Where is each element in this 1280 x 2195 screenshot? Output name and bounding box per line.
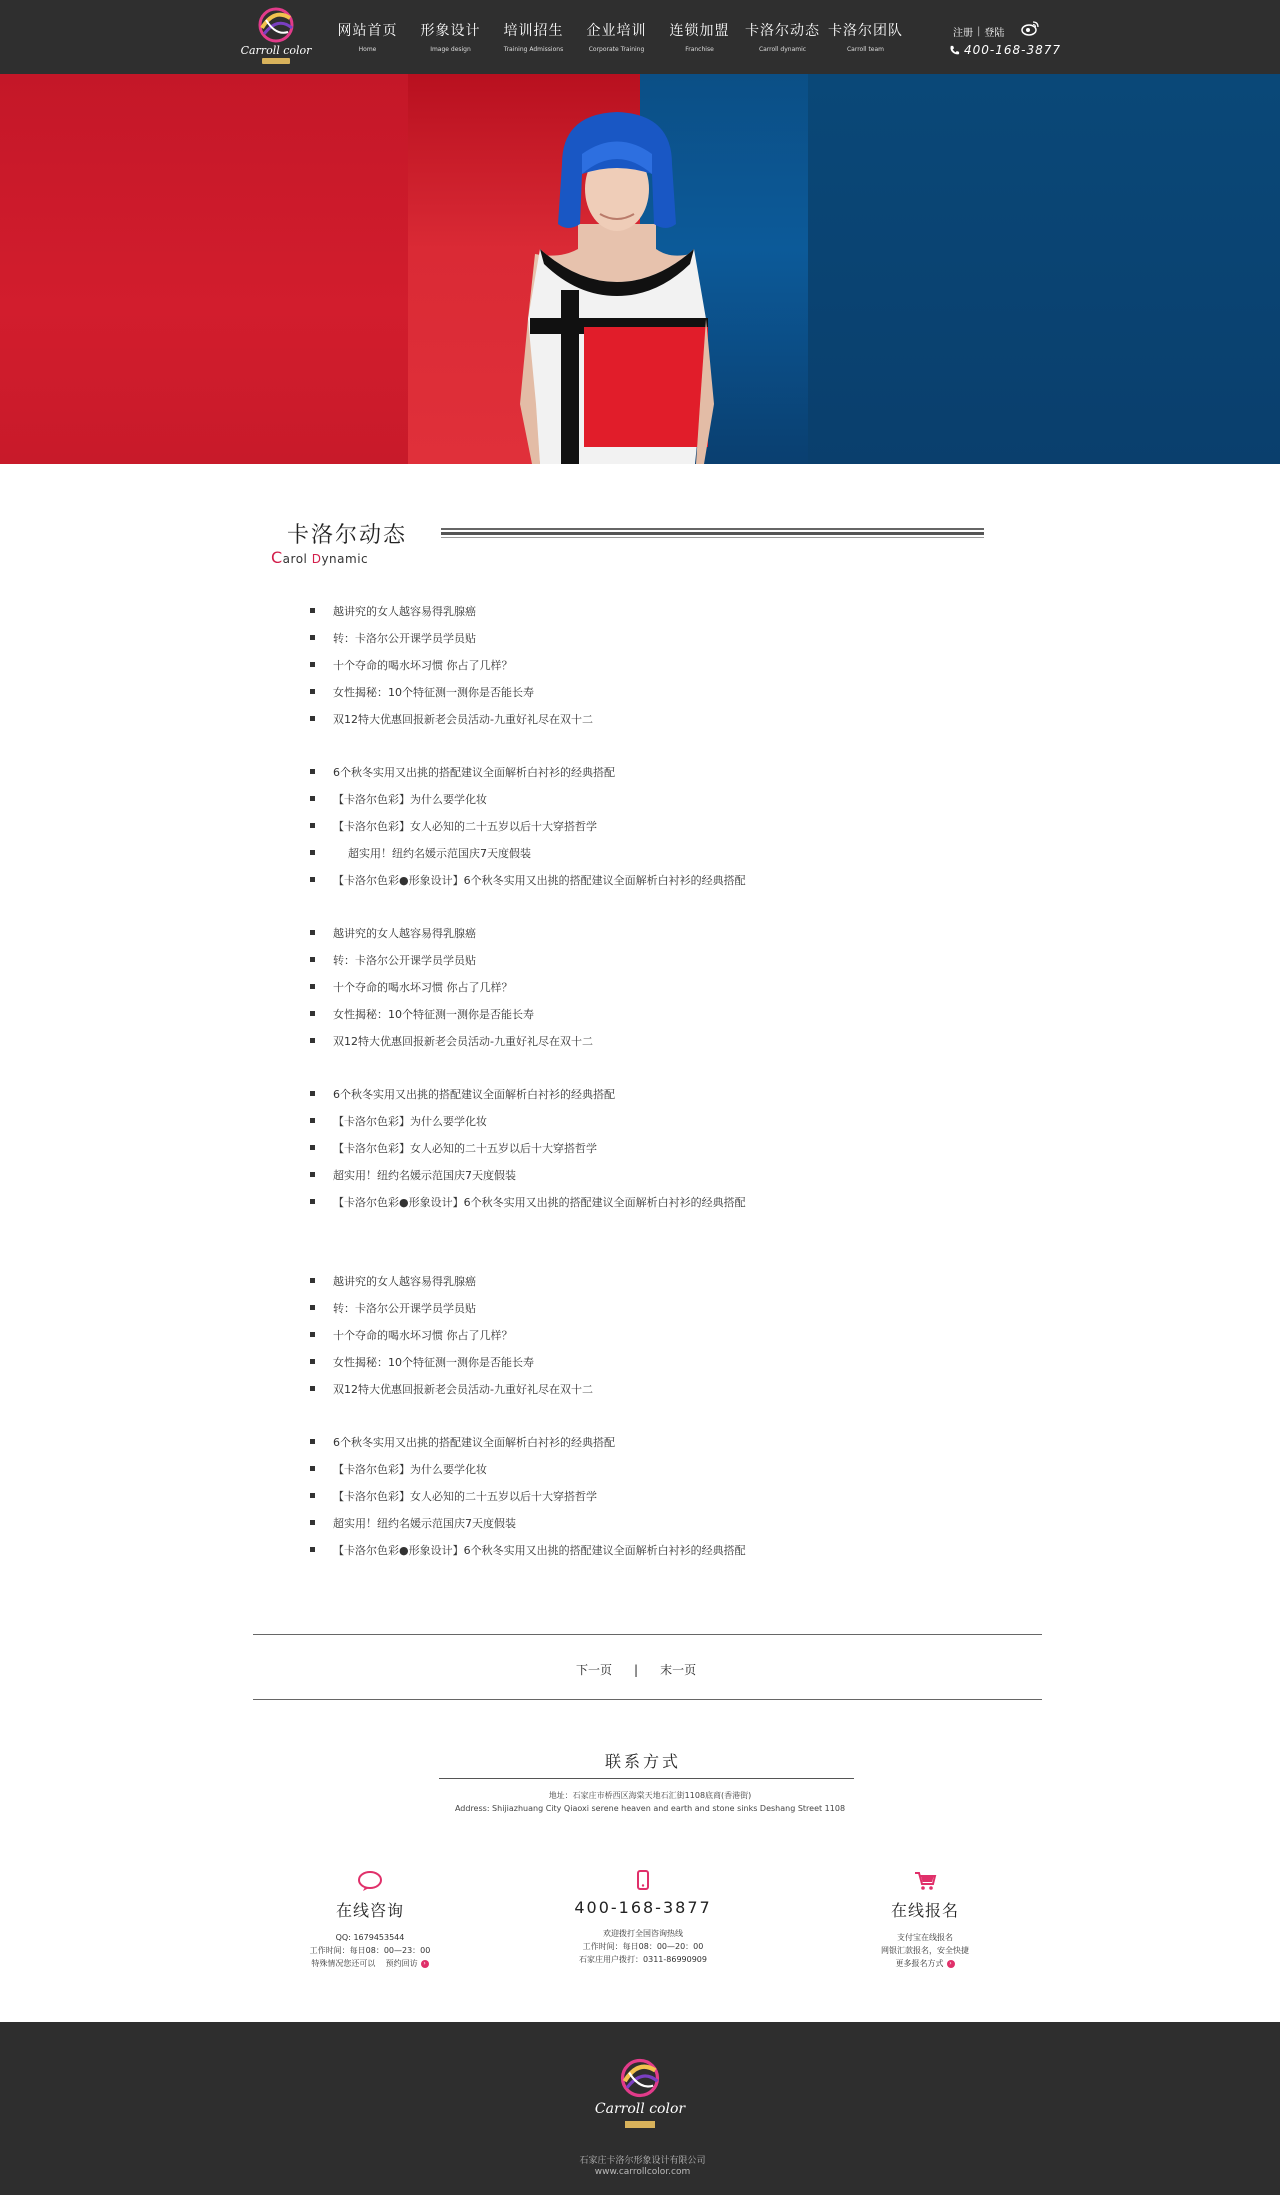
bullet xyxy=(310,608,315,613)
news-item[interactable] xyxy=(310,624,810,651)
consult-heading[interactable]: 在线咨询 xyxy=(335,1901,404,1920)
pagination xyxy=(576,1661,696,1678)
news-group xyxy=(310,597,810,732)
news-title: 转：卡洛尔公开课学员学员贴 xyxy=(333,1301,476,1315)
bullet xyxy=(310,1466,315,1471)
news-title: 6个秋冬实用又出挑的搭配建议全面解析白衬衫的经典搭配 xyxy=(333,1087,615,1101)
news-title: 十个夺命的喝水坏习惯 你占了几样？ xyxy=(333,980,513,994)
news-item[interactable] xyxy=(310,758,810,785)
nav-item-home[interactable] xyxy=(326,22,409,53)
nav-sublabel: Corporate Training xyxy=(588,46,645,53)
bullet xyxy=(310,930,315,935)
section-title-rule xyxy=(441,528,984,538)
news-item[interactable] xyxy=(310,946,810,973)
pagination-top-rule xyxy=(253,1634,1042,1635)
consult-note-text: 特殊情况您还可以 xyxy=(311,1959,376,1968)
bullet xyxy=(310,1145,315,1150)
nav-sublabel: Carroll team xyxy=(846,46,885,53)
news-item[interactable] xyxy=(310,678,810,705)
news-title: 转：卡洛尔公开课学员学员贴 xyxy=(333,631,476,645)
rule-line xyxy=(441,528,984,530)
bullet xyxy=(310,1547,315,1552)
bullet xyxy=(310,877,315,882)
nav-label: 形象设计 xyxy=(420,23,481,39)
mobile-phone-icon xyxy=(630,1870,656,1892)
bullet xyxy=(310,1118,315,1123)
consult-qq: QQ: 1679453544 xyxy=(335,1933,405,1942)
user-links xyxy=(953,24,1004,39)
news-item[interactable] xyxy=(310,1455,810,1482)
address-cn: 地址：石家庄市桥西区海棠天地石汇街1108底商(香港街) xyxy=(548,1791,752,1800)
bullet xyxy=(310,1386,315,1391)
last-page-link[interactable]: 末一页 xyxy=(660,1663,697,1677)
top-header xyxy=(0,0,1280,74)
news-title: 转：卡洛尔公开课学员学员贴 xyxy=(333,953,476,967)
news-item[interactable] xyxy=(310,1080,810,1107)
bullet xyxy=(310,1332,315,1337)
hotline xyxy=(949,43,1061,57)
consult-hours: 工作时间：每日08：00—23：00 xyxy=(309,1946,431,1955)
bullet xyxy=(310,1520,315,1525)
news-item[interactable] xyxy=(310,973,810,1000)
bullet xyxy=(310,716,315,721)
bullet xyxy=(310,1278,315,1283)
site-footer xyxy=(0,2022,1280,2195)
bullet xyxy=(310,1199,315,1204)
bullet xyxy=(310,1091,315,1096)
hero-banner xyxy=(0,74,1280,464)
phone-hotline xyxy=(523,1870,763,1966)
rule-line xyxy=(441,532,984,535)
next-page-link[interactable]: 下一页 xyxy=(576,1663,613,1677)
brand-logo[interactable] xyxy=(240,6,312,64)
bullet xyxy=(310,1359,315,1364)
news-title: 【卡洛尔色彩●形象设计】6个秋冬实用又出挑的搭配建议全面解析白衬衫的经典搭配 xyxy=(333,1543,746,1557)
online-consult xyxy=(250,1870,490,1970)
pagination-bottom-rule xyxy=(253,1699,1042,1700)
logo-tag xyxy=(262,58,290,64)
bullet xyxy=(310,1172,315,1177)
news-title: 超实用！纽约名媛示范国庆7天度假装 xyxy=(348,846,531,860)
news-title: 【卡洛尔色彩】为什么要学化妆 xyxy=(333,1462,487,1476)
bullet xyxy=(310,689,315,694)
news-item[interactable] xyxy=(310,1321,810,1348)
news-item[interactable] xyxy=(310,1509,810,1536)
news-item[interactable] xyxy=(310,1161,810,1188)
phone-icon xyxy=(949,45,960,56)
main-nav xyxy=(326,22,907,53)
arrow-right-icon[interactable]: › xyxy=(421,1960,429,1968)
hotline-line: 石家庄用户拨打：0311-86990909 xyxy=(579,1955,707,1964)
rule-line xyxy=(441,537,984,538)
bullet xyxy=(310,662,315,667)
news-item[interactable] xyxy=(310,597,810,624)
news-title: 双12特大优惠回报新老会员活动-九重好礼尽在双十二 xyxy=(333,1034,593,1048)
news-item[interactable] xyxy=(310,1294,810,1321)
title-en-part: ynamic xyxy=(321,552,369,566)
bullet xyxy=(310,1305,315,1310)
consult-note xyxy=(250,1957,490,1970)
news-title: 双12特大优惠回报新老会员活动-九重好礼尽在双十二 xyxy=(333,1382,593,1396)
pagination-separator: | xyxy=(634,1662,639,1677)
news-title: 超实用！纽约名媛示范国庆7天度假装 xyxy=(333,1168,516,1182)
news-item[interactable] xyxy=(310,839,810,866)
news-title: 【卡洛尔色彩】女人必知的二十五岁以后十大穿搭哲学 xyxy=(333,1141,597,1155)
banner-model-illustration xyxy=(0,74,1280,464)
company-name: 石家庄卡洛尔形象设计有限公司 xyxy=(579,2156,706,2166)
nav-label: 培训招生 xyxy=(503,23,564,39)
logo-swirl-icon xyxy=(254,6,298,44)
news-title: 女性揭秘：10个特征测一测你是否能长寿 xyxy=(333,1355,534,1369)
nav-item-corporate[interactable] xyxy=(575,22,658,53)
bullet xyxy=(310,1493,315,1498)
nav-sublabel: Image design xyxy=(430,46,471,53)
nav-item-team[interactable] xyxy=(824,22,907,53)
news-title: 女性揭秘：10个特征测一测你是否能长寿 xyxy=(333,685,534,699)
bullet xyxy=(310,635,315,640)
news-title: 【卡洛尔色彩●形象设计】6个秋冬实用又出挑的搭配建议全面解析白衬衫的经典搭配 xyxy=(333,1195,746,1209)
contact-title: 联系方式 xyxy=(604,1752,681,1771)
news-title: 【卡洛尔色彩●形象设计】6个秋冬实用又出挑的搭配建议全面解析白衬衫的经典搭配 xyxy=(333,873,746,887)
nav-label: 卡洛尔团队 xyxy=(828,23,903,39)
footer-wordmark: Carroll color xyxy=(594,2101,686,2117)
logo-wordmark: Carroll color xyxy=(240,44,312,57)
news-item[interactable] xyxy=(310,1134,810,1161)
bullet xyxy=(310,796,315,801)
title-en-initial: C xyxy=(271,548,283,567)
footer-logo[interactable] xyxy=(592,2056,688,2136)
news-group xyxy=(310,919,810,1054)
news-item[interactable] xyxy=(310,1107,810,1134)
bullet xyxy=(310,850,315,855)
news-title: 【卡洛尔色彩】为什么要学化妆 xyxy=(333,792,487,806)
hotline-line: 工作时间：每日08：00—20：00 xyxy=(582,1942,704,1951)
login-link[interactable]: 登陆 xyxy=(984,28,1005,39)
news-group xyxy=(310,1428,810,1563)
news-item[interactable] xyxy=(310,1267,810,1294)
hotline-heading: 400-168-3877 xyxy=(574,1898,712,1917)
news-item[interactable] xyxy=(310,1348,810,1375)
bullet xyxy=(310,984,315,989)
news-title: 【卡洛尔色彩】女人必知的二十五岁以后十大穿搭哲学 xyxy=(333,1489,597,1503)
nav-label: 企业培训 xyxy=(586,23,647,39)
shopping-cart-icon[interactable] xyxy=(912,1870,938,1892)
news-title: 6个秋冬实用又出挑的搭配建议全面解析白衬衫的经典搭配 xyxy=(333,1435,615,1449)
nav-item-franchise[interactable] xyxy=(658,22,741,53)
news-item[interactable] xyxy=(310,1428,810,1455)
news-item[interactable] xyxy=(310,705,810,732)
nav-sublabel: Home xyxy=(358,46,377,53)
news-item[interactable] xyxy=(310,1375,810,1402)
callback-link[interactable]: 预约回访 xyxy=(385,1959,418,1968)
news-title: 女性揭秘：10个特征测一测你是否能长寿 xyxy=(333,1007,534,1021)
footer-logo-tag xyxy=(625,2121,655,2128)
news-title: 【卡洛尔色彩】女人必知的二十五岁以后十大穿搭哲学 xyxy=(333,819,597,833)
news-item[interactable] xyxy=(310,1188,810,1215)
news-group xyxy=(310,758,810,893)
nav-label: 网站首页 xyxy=(337,23,398,39)
nav-item-dynamic[interactable] xyxy=(741,22,824,53)
weibo-icon[interactable] xyxy=(1020,20,1040,36)
news-item[interactable] xyxy=(310,1000,810,1027)
nav-sublabel: Carroll dynamic xyxy=(758,46,807,53)
hotline-number: 400-168-3877 xyxy=(964,43,1062,57)
news-title: 双12特大优惠回报新老会员活动-九重好礼尽在双十二 xyxy=(333,712,593,726)
news-group xyxy=(310,1267,810,1402)
news-item[interactable] xyxy=(310,651,810,678)
section-heading xyxy=(271,518,408,567)
news-item[interactable] xyxy=(310,785,810,812)
hotline-line: 欢迎拨打全国咨询热线 xyxy=(603,1929,683,1938)
news-title: 十个夺命的喝水坏习惯 你占了几样？ xyxy=(333,658,513,672)
news-title: 十个夺命的喝水坏习惯 你占了几样？ xyxy=(333,1328,513,1342)
news-title: 越讲究的女人越容易得乳腺癌 xyxy=(333,926,476,940)
title-en-part: arol xyxy=(282,552,312,566)
nav-label: 卡洛尔动态 xyxy=(745,23,820,39)
contact-title-rule xyxy=(439,1778,854,1779)
signup-line: 支付宝在线报名 xyxy=(897,1933,953,1942)
news-item[interactable] xyxy=(310,1482,810,1509)
bullet xyxy=(310,1439,315,1444)
news-title: 超实用！纽约名媛示范国庆7天度假装 xyxy=(333,1516,516,1530)
logo-swirl-icon xyxy=(616,2056,664,2100)
signup-heading[interactable]: 在线报名 xyxy=(890,1901,959,1920)
section-title-en xyxy=(271,548,368,567)
nav-sublabel: Training Admissions xyxy=(503,46,564,53)
news-group xyxy=(310,1080,810,1215)
address-en: Address: Shijiazhuang City Qiaoxi serene heaven and earth and stone sinks Deshang Street 1108 xyxy=(454,1804,846,1813)
news-title: 6个秋冬实用又出挑的搭配建议全面解析白衬衫的经典搭配 xyxy=(333,765,615,779)
nav-label: 连锁加盟 xyxy=(669,23,730,39)
news-item[interactable] xyxy=(310,919,810,946)
bullet xyxy=(310,823,315,828)
online-signup xyxy=(805,1870,1045,1970)
bullet xyxy=(310,1011,315,1016)
bullet xyxy=(310,957,315,962)
link-separator: | xyxy=(977,26,981,37)
news-item[interactable] xyxy=(310,1027,810,1054)
news-title: 【卡洛尔色彩】为什么要学化妆 xyxy=(333,1114,487,1128)
more-methods-link[interactable]: 更多报名方式 xyxy=(895,1959,944,1968)
signup-more xyxy=(805,1957,1045,1970)
news-title: 越讲究的女人越容易得乳腺癌 xyxy=(333,1274,476,1288)
register-link[interactable]: 注册 xyxy=(953,28,973,39)
section-title-cn: 卡洛尔动态 xyxy=(287,523,408,548)
website-url[interactable]: www.carrollcolor.com xyxy=(594,2167,691,2177)
signup-line: 网银汇款报名，安全快捷 xyxy=(881,1946,969,1955)
news-title: 越讲究的女人越容易得乳腺癌 xyxy=(333,604,476,618)
news-item[interactable] xyxy=(310,812,810,839)
bullet xyxy=(310,769,315,774)
nav-sublabel: Franchise xyxy=(685,46,714,53)
chat-bubble-icon[interactable] xyxy=(357,1870,383,1892)
arrow-right-icon[interactable]: › xyxy=(947,1960,955,1968)
news-item[interactable] xyxy=(310,1536,810,1563)
nav-item-training[interactable] xyxy=(492,22,575,53)
news-item[interactable] xyxy=(310,866,810,893)
title-en-initial: D xyxy=(311,552,322,566)
bullet xyxy=(310,1038,315,1043)
nav-item-image-design[interactable] xyxy=(409,22,492,53)
